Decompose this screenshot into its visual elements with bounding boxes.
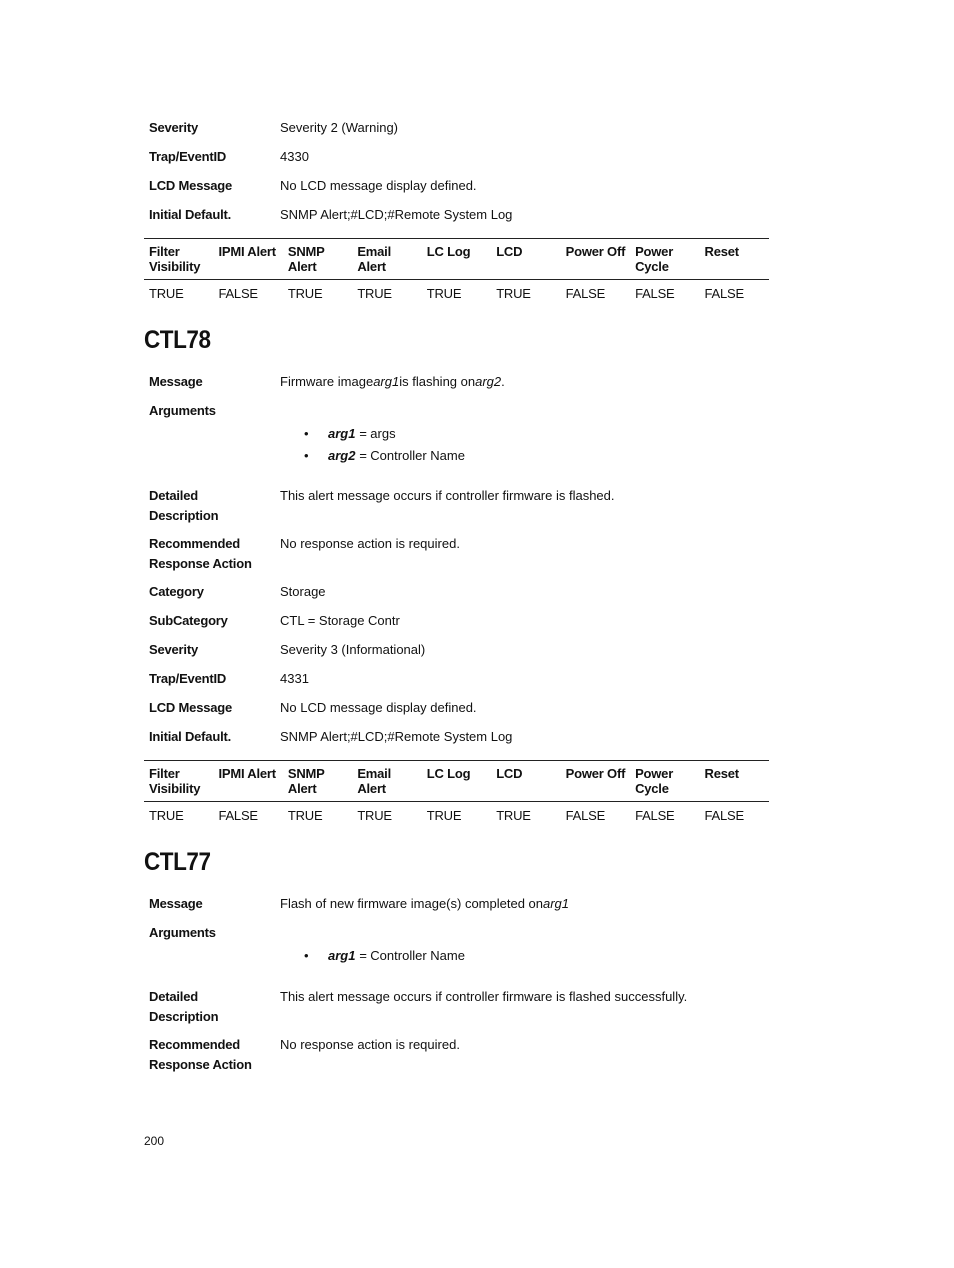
document-content <box>144 118 769 1075</box>
field-key: LCD Message <box>149 700 233 715</box>
message-value: Flash of new firmware image(s) completed onarg1 <box>280 896 570 911</box>
field-row <box>144 611 769 631</box>
filter-header: LC Log <box>426 244 471 259</box>
field-row <box>144 147 769 167</box>
filter-header: IPMI Alert <box>218 766 276 781</box>
filter-header: Reset <box>704 244 739 259</box>
field-key: Category <box>149 584 204 599</box>
filter-header: Filter Visibility <box>149 766 201 796</box>
field-row <box>144 698 769 718</box>
arguments-list <box>280 945 769 967</box>
list-item: • arg1 = Controller Name <box>280 945 769 967</box>
filter-value-row <box>144 802 769 830</box>
filter-header: LCD <box>496 244 523 259</box>
field-value: 4330 <box>280 149 309 164</box>
filter-header-row <box>144 761 769 802</box>
field-key: Recommended Response Action <box>149 1037 252 1072</box>
filter-header: Power Off <box>565 766 626 781</box>
field-key: Detailed Description <box>149 989 219 1024</box>
filter-header: Reset <box>704 766 739 781</box>
section-title-ctl78: CTL78 <box>144 326 211 354</box>
field-key: Message <box>149 896 203 911</box>
filter-value: FALSE <box>704 808 744 823</box>
field-row <box>144 669 769 689</box>
field-row <box>144 176 769 196</box>
field-row <box>144 727 769 747</box>
field-key: Recommended Response Action <box>149 536 252 571</box>
detailed-description-row <box>144 486 769 526</box>
field-value: No LCD message display defined. <box>280 178 477 193</box>
recommended-action-row <box>144 1035 769 1075</box>
field-value: Severity 3 (Informational) <box>280 642 426 657</box>
field-row <box>144 118 769 138</box>
field-value: Severity 2 (Warning) <box>280 120 398 135</box>
page-number: 200 <box>144 1134 165 1148</box>
filter-value: TRUE <box>357 808 392 823</box>
field-value: CTL = Storage Contr <box>280 613 400 628</box>
field-key: Arguments <box>149 925 216 940</box>
list-item: • arg1 = args <box>280 423 769 445</box>
field-key: Detailed Description <box>149 488 219 523</box>
section-title-ctl77: CTL77 <box>144 848 211 876</box>
arg-ref: arg2 <box>475 374 502 389</box>
field-key: Trap/EventID <box>149 671 227 686</box>
list-item: • arg2 = Controller Name <box>280 445 769 467</box>
arguments-row <box>144 923 769 967</box>
recommended-action-row <box>144 534 769 574</box>
filter-value: TRUE <box>149 808 184 823</box>
filter-value: FALSE <box>704 286 744 301</box>
arguments-list-wrap <box>280 401 769 467</box>
field-key: SubCategory <box>149 613 228 628</box>
filter-header: Email Alert <box>357 244 391 274</box>
filter-header: SNMP Alert <box>287 766 325 796</box>
field-key: Severity <box>149 642 198 657</box>
filter-value: TRUE <box>496 808 531 823</box>
field-value: Storage <box>280 584 326 599</box>
filter-value: FALSE <box>635 808 675 823</box>
field-row <box>144 640 769 660</box>
message-row <box>144 372 769 392</box>
field-key: Severity <box>149 120 198 135</box>
filter-value: TRUE <box>426 286 462 301</box>
filter-value: FALSE <box>565 286 606 301</box>
filter-value: TRUE <box>287 808 323 823</box>
arguments-list-wrap <box>280 923 769 967</box>
field-value: SNMP Alert;#LCD;#Remote System Log <box>280 207 513 222</box>
filter-header: LCD <box>496 766 523 781</box>
filter-table-ctl78 <box>144 760 769 829</box>
filter-table-prev <box>144 238 769 307</box>
field-key: Initial Default. <box>149 207 232 222</box>
arguments-row <box>144 401 769 467</box>
field-value: No LCD message display defined. <box>280 700 477 715</box>
filter-value: FALSE <box>218 808 258 823</box>
filter-value: TRUE <box>426 808 462 823</box>
field-key: Initial Default. <box>149 729 232 744</box>
filter-value: FALSE <box>218 286 258 301</box>
field-value: SNMP Alert;#LCD;#Remote System Log <box>280 729 513 744</box>
field-key: Arguments <box>149 403 216 418</box>
filter-header: Power Off <box>565 244 626 259</box>
field-value: No response action is required. <box>280 1037 460 1052</box>
filter-value: FALSE <box>635 286 675 301</box>
filter-header: IPMI Alert <box>218 244 276 259</box>
filter-value: TRUE <box>496 286 531 301</box>
filter-header-row <box>144 239 769 280</box>
field-value: This alert message occurs if controller firmware is flashed. <box>280 488 615 503</box>
filter-value: TRUE <box>287 286 323 301</box>
filter-header: Power Cycle <box>635 244 674 274</box>
field-key: Message <box>149 374 203 389</box>
field-value: No response action is required. <box>280 536 460 551</box>
filter-value: TRUE <box>149 286 184 301</box>
field-key: Trap/EventID <box>149 149 227 164</box>
arguments-list <box>280 423 769 467</box>
filter-header: SNMP Alert <box>287 244 325 274</box>
field-key: LCD Message <box>149 178 233 193</box>
field-value: This alert message occurs if controller firmware is flashed successfully. <box>280 989 688 1004</box>
field-row <box>144 205 769 225</box>
message-row <box>144 894 769 914</box>
filter-header: Email Alert <box>357 766 391 796</box>
message-value: Firmware imagearg1is flashing onarg2. <box>280 374 505 389</box>
filter-header: LC Log <box>426 766 471 781</box>
arg-ref: arg1 <box>543 896 570 911</box>
filter-header: Filter Visibility <box>149 244 201 274</box>
filter-value: TRUE <box>357 286 392 301</box>
detailed-description-row <box>144 987 769 1027</box>
filter-header: Power Cycle <box>635 766 674 796</box>
arg-ref: arg1 <box>373 374 400 389</box>
field-value: 4331 <box>280 671 309 686</box>
filter-value-row <box>144 280 769 308</box>
field-row <box>144 582 769 602</box>
filter-value: FALSE <box>565 808 606 823</box>
